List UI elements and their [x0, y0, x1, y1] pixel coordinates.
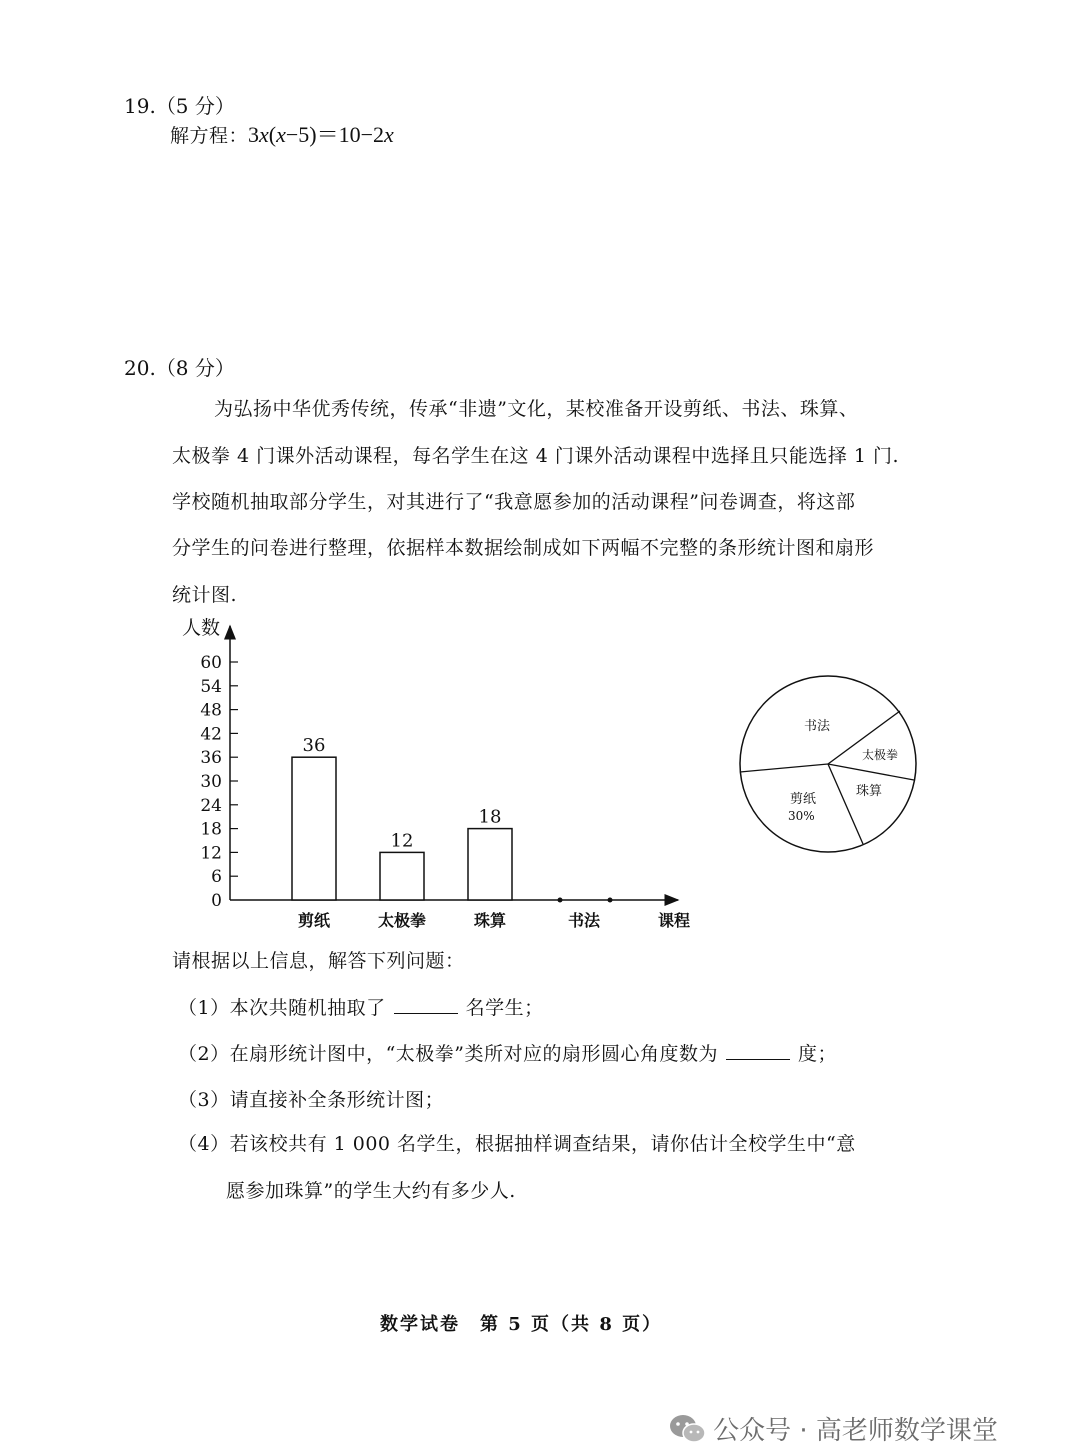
x-category-label: 太极拳 [377, 911, 427, 930]
watermark-text: 公众号 · 高老师数学课堂 [713, 1416, 998, 1446]
y-tick-label: 54 [200, 676, 222, 697]
pie-divider [828, 764, 914, 780]
pie-label-zhusuan: 珠算 [856, 784, 883, 799]
x-category-label: 书法 [567, 911, 601, 930]
x-category-label: 珠算 [473, 911, 507, 930]
q19-equation: 3x(x−5)＝10−2x [248, 122, 394, 147]
bar-2 [468, 829, 512, 900]
q20-sub4-line2: 愿参加珠算”的学生大约有多少人. [226, 1180, 516, 1202]
bar-data-label: 36 [302, 735, 326, 757]
baseline-dot [608, 898, 613, 903]
q20-score: （8 分） [155, 356, 235, 380]
q20-paragraph-line: 分学生的问卷进行整理，依据样本数据绘制成如下两幅不完整的条形统计图和扇形 [172, 537, 875, 559]
pie-label-jianzhi: 剪纸 [790, 792, 817, 807]
x-category-label: 剪纸 [297, 911, 331, 930]
pie-chart [728, 664, 928, 864]
q19-prompt: 解方程： [170, 125, 249, 147]
pie-divider [828, 764, 863, 844]
bar-data-label: 12 [390, 830, 414, 852]
q19-heading [124, 90, 235, 119]
y-tick-label: 12 [200, 843, 222, 864]
q19-score: （5 分） [155, 94, 235, 118]
y-tick-label: 36 [200, 748, 222, 769]
wechat-icon [668, 1412, 708, 1446]
bar-chart [160, 612, 720, 942]
bars [292, 735, 613, 930]
y-tick-label: 6 [211, 867, 222, 888]
pie-label-shufa: 书法 [804, 719, 831, 734]
page-footer: 数学试卷 第 5 页（共 8 页） [380, 1314, 663, 1335]
watermark [668, 1410, 998, 1447]
y-tick-label: 30 [200, 772, 222, 792]
y-ticks [200, 653, 238, 911]
pie-percent-jianzhi: 30% [788, 809, 815, 823]
q20-sub1: （1）本次共随机抽取了 名学生； [178, 997, 544, 1019]
y-tick-label: 42 [200, 724, 222, 745]
baseline-dot [558, 898, 563, 903]
q20-paragraph-line: 为弘扬中华优秀传统，传承“非遗”文化，某校准备开设剪纸、书法、珠算、 [214, 398, 859, 420]
q20-paragraph-line: 太极拳 4 门课外活动课程，每名学生在这 4 门课外活动课程中选择且只能选择 1 门. [172, 445, 900, 467]
bar-1 [380, 852, 424, 900]
q20-number: 20. [124, 356, 156, 380]
x-axis-label: 课程 [658, 911, 691, 930]
q20-paragraph-line: 学校随机抽取部分学生，对其进行了“我意愿参加的活动课程”问卷调查，将这部 [172, 491, 856, 513]
q19-number: 19. [124, 94, 156, 118]
y-tick-label: 18 [200, 819, 222, 840]
bar-data-label: 18 [478, 806, 502, 828]
q20-sub4-line1: （4）若该校共有 1 000 名学生，根据抽样调查结果，请你估计全校学生中“意 [178, 1133, 856, 1155]
y-tick-label: 60 [200, 653, 222, 673]
q20-heading [124, 352, 235, 381]
bar-0 [292, 757, 336, 900]
q20-paragraph-line: 统计图. [172, 584, 238, 606]
q20-instruction: 请根据以上信息，解答下列问题： [172, 950, 465, 972]
answer-blank-2[interactable] [726, 1041, 790, 1060]
answer-blank-1[interactable] [394, 995, 458, 1014]
y-axis-label: 人数 [182, 617, 221, 639]
pie-label-taijiquan: 太极拳 [862, 748, 899, 762]
y-tick-label: 48 [200, 700, 222, 721]
y-tick-label: 0 [211, 891, 222, 911]
q20-sub2: （2）在扇形统计图中，“太极拳”类所对应的扇形圆心角度数为 度； [178, 1043, 838, 1065]
q20-sub3: （3）请直接补全条形统计图； [178, 1089, 445, 1111]
y-tick-label: 24 [200, 795, 222, 816]
q19-equation-line [170, 118, 394, 149]
pie-divider [740, 764, 828, 772]
